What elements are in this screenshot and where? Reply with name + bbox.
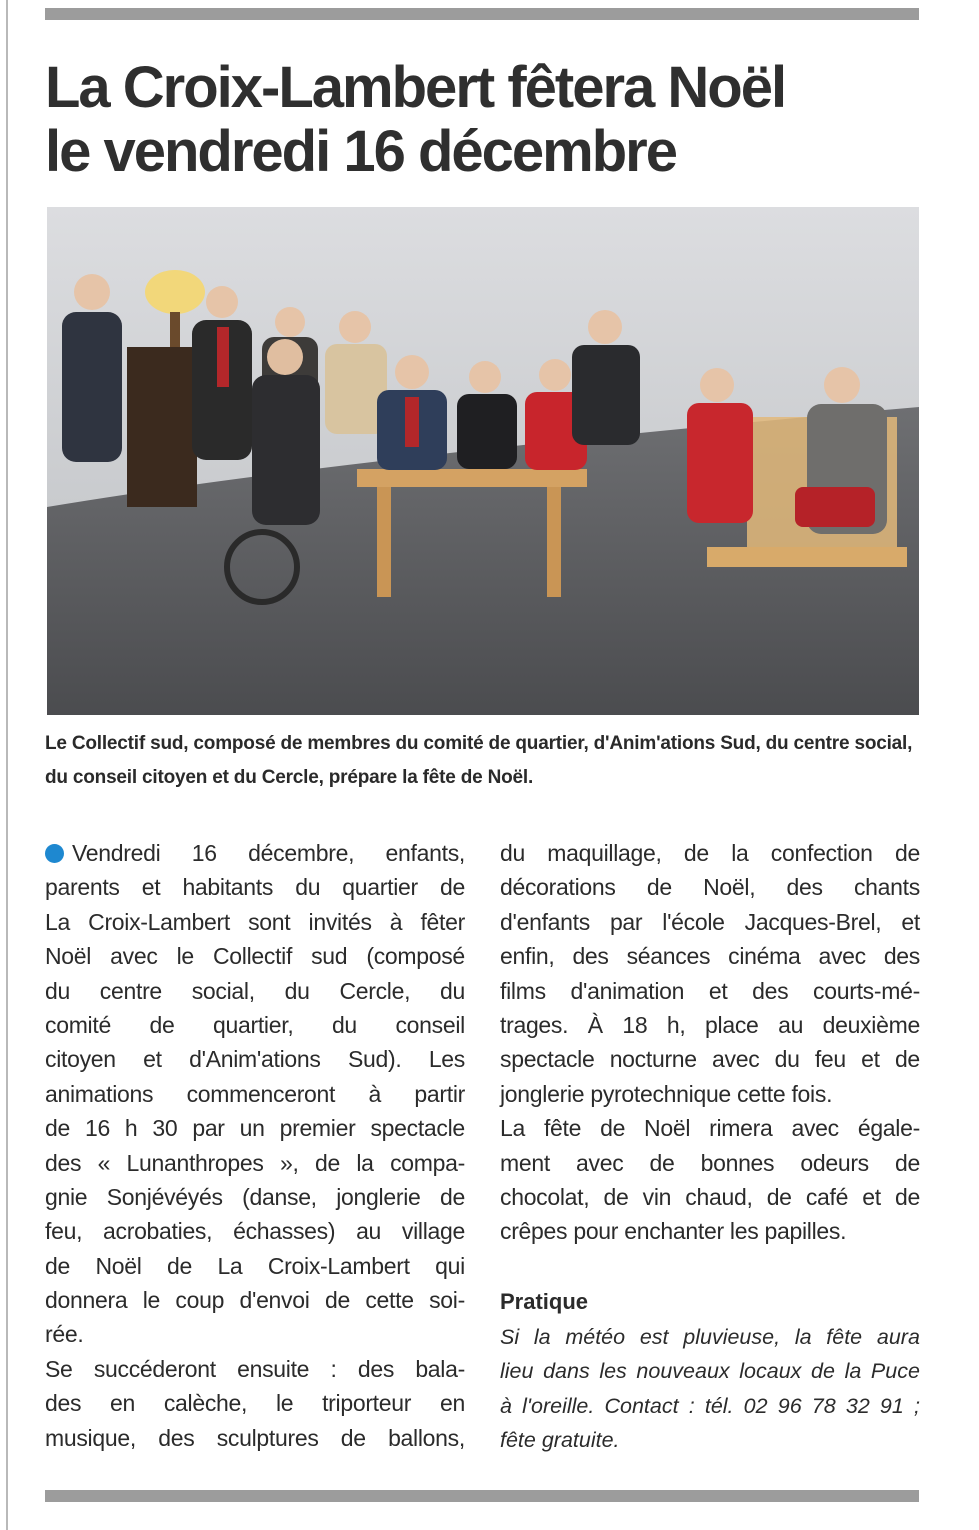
body-line: animations commenceront à partir	[45, 1080, 465, 1107]
headline	[45, 56, 925, 184]
practical-heading: Pratique	[500, 1289, 589, 1314]
body-line: rée.	[45, 1321, 84, 1348]
body-line: de 16 h 30 par un premier spectacle	[45, 1115, 465, 1142]
practical-line: à l'oreille. Contact : tél. 02 96 78 32 91 ;	[500, 1393, 920, 1418]
body-line: d'enfants par l'école Jacques-Brel, et	[500, 908, 920, 935]
top-rule	[45, 8, 919, 20]
headline-line-1: La Croix-Lambert fêtera Noël	[45, 55, 786, 120]
body-line: des « Lunanthropes », de la compa-	[45, 1149, 465, 1176]
body-line: des en calèche, le triporteur en	[45, 1390, 465, 1417]
photo-illustration	[47, 207, 919, 715]
body-line: Noël avec le Collectif sud (composé	[45, 943, 465, 970]
body-column-left	[45, 836, 465, 1455]
lead-bullet-wrapper	[45, 836, 72, 870]
body-line: films d'animation et des courts-mé-	[500, 977, 920, 1004]
body-line: du maquillage, de la confection de	[500, 840, 920, 866]
body-column-right	[500, 836, 920, 1249]
bottom-rule	[45, 1490, 919, 1502]
practical-info	[500, 1320, 920, 1458]
practical-line: Si la météo est pluvieuse, la fête aura	[500, 1325, 920, 1349]
body-line: La fête de Noël rimera avec égale-	[500, 1115, 920, 1142]
body-line: donnera le coup d'envoi de cette soi-	[45, 1287, 465, 1314]
body-line: spectacle nocturne avec du feu et de	[500, 1046, 920, 1073]
body-line: gnie Sonjévéyés (danse, jonglerie de	[45, 1183, 465, 1210]
body-line: enfin, des séances cinéma avec des	[500, 943, 920, 970]
practical-line: lieu dans les nouveaux locaux de la Puce	[500, 1359, 920, 1384]
body-line: du centre social, du Cercle, du	[45, 977, 465, 1004]
group-photo	[47, 207, 919, 715]
headline-line-2: le vendredi 16 décembre	[45, 119, 676, 184]
lead-line: Vendredi 16 décembre, enfants,	[72, 840, 465, 866]
practical-line: fête gratuite.	[500, 1428, 620, 1453]
bullet-dot-icon	[45, 844, 64, 863]
body-line: parents et habitants du quartier de	[45, 874, 465, 901]
body-line: de Noël de La Croix-Lambert qui	[45, 1252, 465, 1279]
body-line: La Croix-Lambert sont invités à fêter	[45, 908, 465, 935]
page-edge-rule	[6, 0, 8, 1530]
body-line: chocolat, de vin chaud, de café et de	[500, 1183, 920, 1210]
body-line: Se succéderont ensuite : des bala-	[45, 1355, 465, 1382]
body-line: citoyen et d'Anim'ations Sud). Les	[45, 1046, 465, 1073]
body-line: trages. À 18 h, place au deuxième	[500, 1011, 920, 1038]
body-line: comité de quartier, du conseil	[45, 1011, 465, 1038]
body-line: jonglerie pyrotechnique cette fois.	[500, 1080, 833, 1107]
body-line: ment avec de bonnes odeurs de	[500, 1149, 920, 1176]
photo-caption: Le Collectif sud, composé de membres du comité de quartier, d'Anim'ations Sud, du centre social, du conseil citoyen et du Cercle, prépare la fête de Noël.	[45, 733, 913, 788]
body-line: crêpes pour enchanter les papilles.	[500, 1218, 847, 1245]
body-line: décorations de Noël, des chants	[500, 874, 920, 901]
body-line	[45, 836, 465, 870]
body-line: feu, acrobaties, échasses) au village	[45, 1218, 465, 1245]
body-line: musique, des sculptures de ballons,	[45, 1424, 465, 1451]
